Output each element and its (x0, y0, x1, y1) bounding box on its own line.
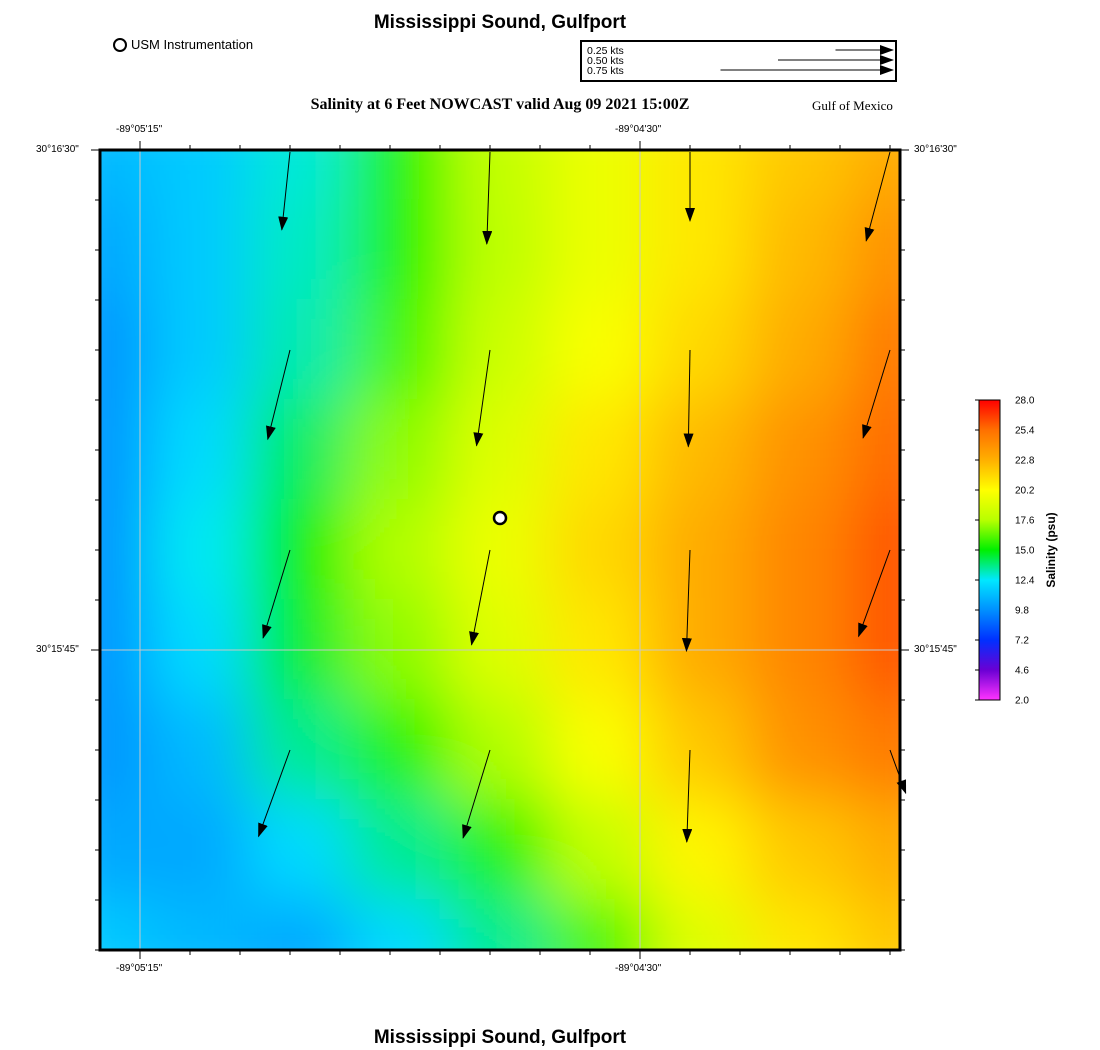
salinity-cell (249, 499, 351, 601)
salinity-cell (649, 299, 751, 401)
salinity-cell (149, 699, 251, 801)
salinity-cell (349, 399, 451, 501)
salinity-cell (549, 699, 651, 801)
salinity-cell (449, 699, 551, 801)
lat-tick-label: 30°15'45" (914, 644, 957, 655)
salinity-cell (749, 799, 851, 901)
speed-legend-label: 0.75 kts (587, 65, 624, 77)
colorbar-title: Salinity (psu) (1044, 512, 1058, 588)
salinity-cell (249, 699, 351, 801)
lat-tick-label: 30°15'45" (36, 644, 79, 655)
salinity-cell (649, 199, 751, 301)
salinity-cell (249, 399, 351, 501)
salinity-cell (149, 499, 251, 601)
colorbar-tick-label: 20.2 (1015, 485, 1035, 497)
colorbar-tick-label: 17.6 (1015, 515, 1035, 527)
colorbar-tick-label: 9.8 (1015, 605, 1029, 617)
salinity-cell (749, 299, 851, 401)
map-bottom-title: Mississippi Sound, Gulfport (373, 1027, 627, 1048)
colorbar (979, 400, 1000, 700)
salinity-field (49, 99, 951, 1001)
map-subtitle: Salinity at 6 Feet NOWCAST valid Aug 09 2021 15:00Z (310, 96, 690, 113)
salinity-cell (349, 199, 451, 301)
salinity-cell (149, 799, 251, 901)
speed-legend-label: 0.25 kts (587, 45, 624, 57)
colorbar-tick-label: 7.2 (1015, 635, 1029, 647)
salinity-cell (449, 399, 551, 501)
salinity-cell (449, 199, 551, 301)
salinity-cell (349, 699, 451, 801)
station-marker[interactable] (494, 512, 506, 524)
speed-legend-arrows (721, 50, 894, 70)
lon-tick-label: -89°04'30" (615, 963, 662, 974)
salinity-cell (249, 299, 351, 401)
speed-legend-label: 0.50 kts (587, 55, 624, 67)
salinity-cell (349, 299, 451, 401)
salinity-cell (749, 499, 851, 601)
salinity-cell (349, 799, 451, 901)
salinity-cell (649, 799, 751, 901)
salinity-cell (449, 299, 551, 401)
salinity-cell (349, 499, 451, 601)
salinity-cell (549, 399, 651, 501)
lat-tick-label: 30°16'30" (914, 144, 957, 155)
salinity-cell (249, 199, 351, 301)
salinity-cell (649, 399, 751, 501)
salinity-cell (149, 399, 251, 501)
salinity-cell (449, 799, 551, 901)
salinity-cell (649, 499, 751, 601)
map-title: Mississippi Sound, Gulfport (373, 12, 627, 33)
lon-tick-label: -89°05'15" (116, 124, 163, 135)
station-legend-label: USM Instrumentation (131, 37, 254, 52)
colorbar-tick-label: 12.4 (1015, 575, 1035, 587)
salinity-cell (549, 799, 651, 901)
colorbar-tick-label: 15.0 (1015, 545, 1035, 557)
salinity-cell (549, 199, 651, 301)
colorbar-tick-label: 22.8 (1015, 455, 1035, 467)
salinity-cell (249, 799, 351, 901)
salinity-cell (749, 699, 851, 801)
salinity-cell (549, 499, 651, 601)
colorbar-tick-label: 2.0 (1015, 695, 1029, 707)
lat-tick-label: 30°16'30" (36, 144, 79, 155)
salinity-cell (649, 699, 751, 801)
region-label: Gulf of Mexico (812, 98, 893, 113)
salinity-cell (749, 199, 851, 301)
salinity-cell (749, 399, 851, 501)
colorbar-tick-label: 28.0 (1015, 395, 1035, 407)
colorbar-tick-label: 25.4 (1015, 425, 1035, 437)
colorbar-tick-label: 4.6 (1015, 665, 1029, 677)
salinity-cell (149, 299, 251, 401)
salinity-cell (149, 199, 251, 301)
lon-tick-label: -89°05'15" (116, 963, 163, 974)
salinity-cell (549, 299, 651, 401)
lon-tick-label: -89°04'30" (615, 124, 662, 135)
